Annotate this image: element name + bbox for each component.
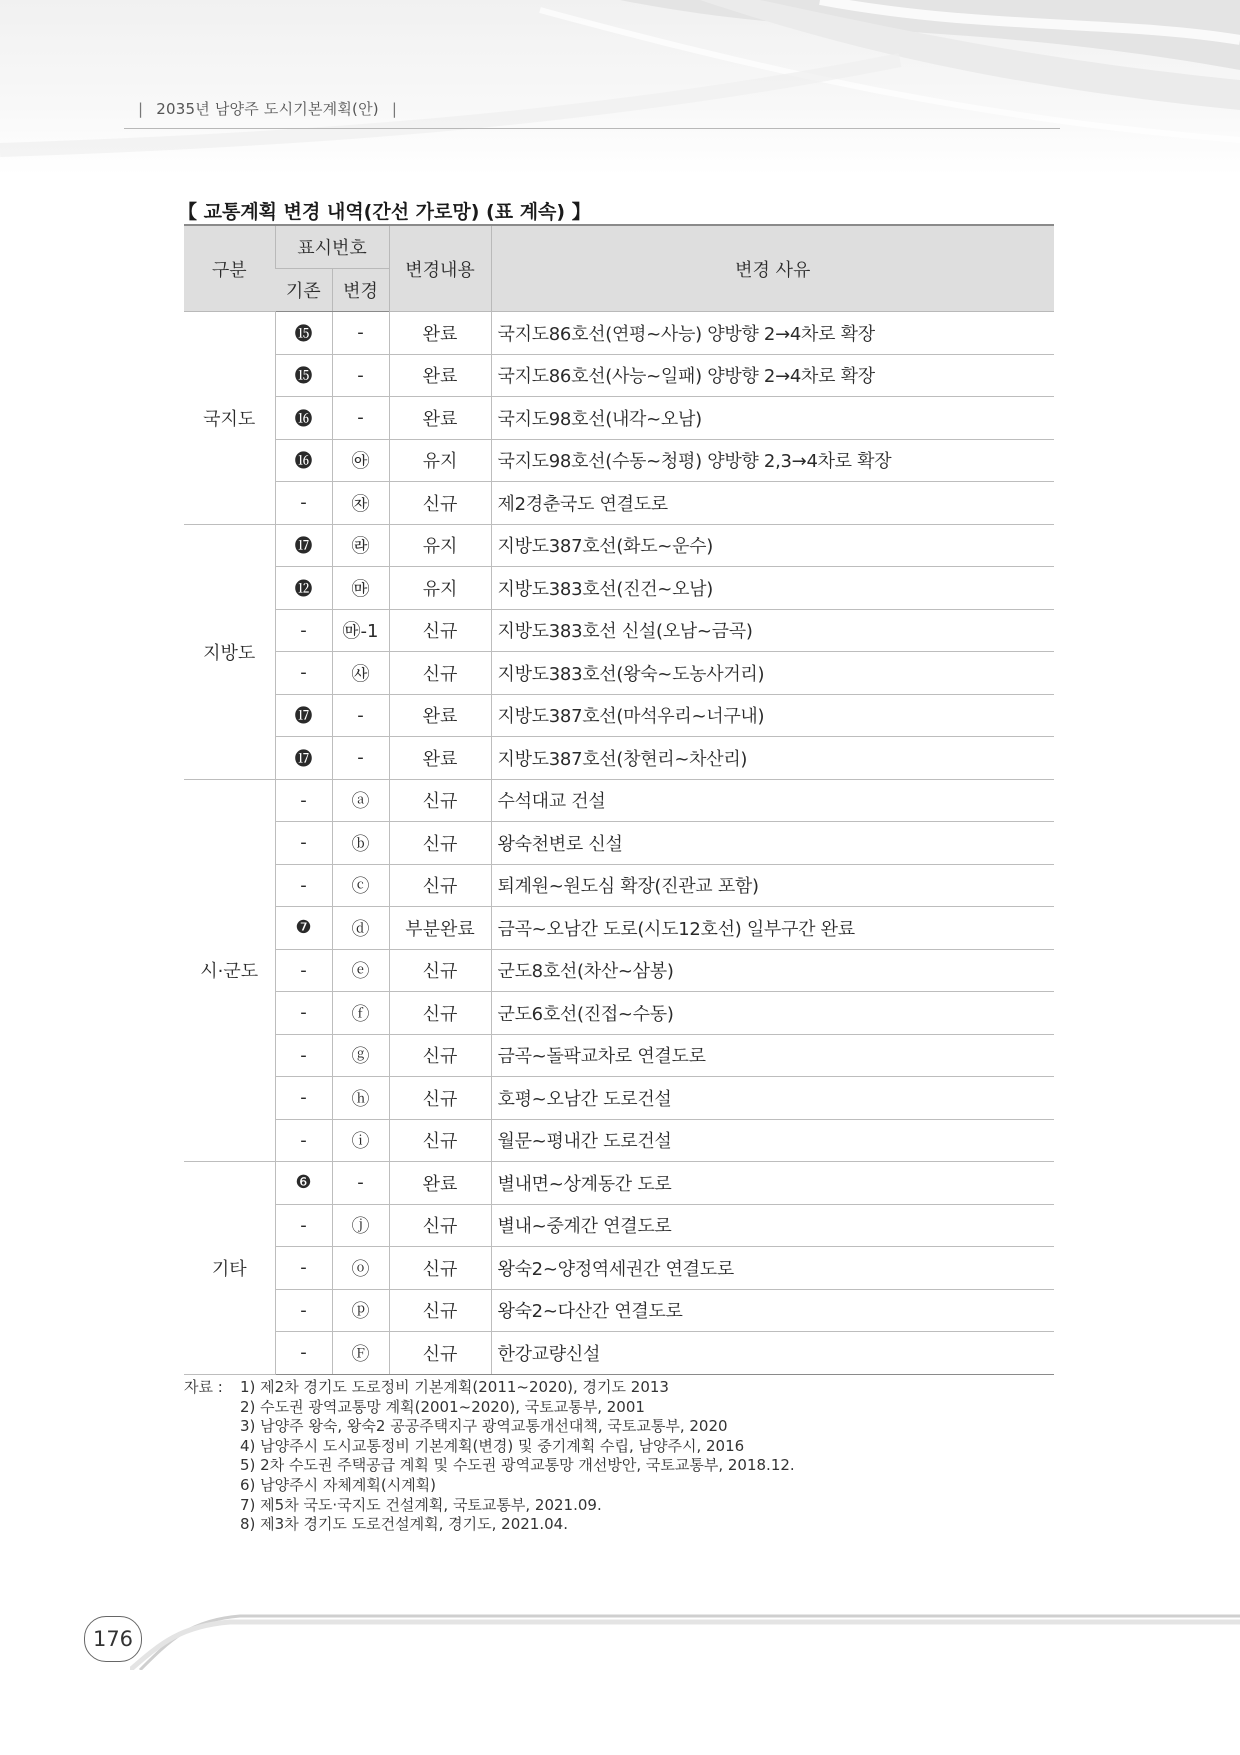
marker-new-cell: -: [332, 694, 389, 737]
marker-new-cell: ⓐ: [332, 779, 389, 822]
marker-new-cell: ⓑ: [332, 822, 389, 865]
reason-cell: 왕숙2~양정역세권간 연결도로: [491, 1247, 1054, 1290]
marker-new-cell: ⓟ: [332, 1289, 389, 1332]
reason-cell: 지방도387호선(창현리~차산리): [491, 737, 1054, 780]
marker-old-cell: ⓱: [275, 694, 332, 737]
col-header-reason: 변경 사유: [491, 225, 1054, 312]
table-row: [184, 652, 1054, 695]
reason-cell: 국지도86호선(연평~사능) 양방향 2→4차로 확장: [491, 312, 1054, 355]
table-row: [184, 1332, 1054, 1375]
marker-old-cell: ⓱: [275, 524, 332, 567]
change-cell: 신규: [389, 1289, 491, 1332]
reason-cell: 호평~오남간 도로건설: [491, 1077, 1054, 1120]
marker-new-cell: ⓒ: [332, 864, 389, 907]
marker-old-cell: -: [275, 1247, 332, 1290]
table-body: [184, 312, 1054, 1375]
change-cell: 완료: [389, 737, 491, 780]
marker-new-cell: ⓕ: [332, 992, 389, 1035]
change-cell: 부분완료: [389, 907, 491, 950]
marker-new-cell: ⓖ: [332, 1034, 389, 1077]
group-label: 기타: [184, 1162, 275, 1375]
change-cell: 신규: [389, 652, 491, 695]
reason-cell: 별내면~상계동간 도로: [491, 1162, 1054, 1205]
footer-curve-decoration: [130, 1610, 1240, 1670]
source-item: [184, 1417, 795, 1437]
table-title: 【 교통계획 변경 내역(간선 가로망) (표 계속) 】: [178, 201, 591, 223]
change-cell: 신규: [389, 482, 491, 525]
table-row: [184, 312, 1054, 355]
source-item: [184, 1456, 795, 1476]
table-row: [184, 737, 1054, 780]
reason-cell: 지방도383호선(왕숙~도농사거리): [491, 652, 1054, 695]
marker-old-cell: -: [275, 822, 332, 865]
source-item: [184, 1378, 795, 1398]
source-item: [184, 1515, 795, 1535]
marker-new-cell: -: [332, 397, 389, 440]
marker-old-cell: -: [275, 1119, 332, 1162]
reason-cell: 수석대교 건설: [491, 779, 1054, 822]
marker-old-cell: -: [275, 1332, 332, 1375]
marker-old-cell: ❻: [275, 1162, 332, 1205]
change-cell: 완료: [389, 354, 491, 397]
reason-cell: 국지도86호선(사능~일패) 양방향 2→4차로 확장: [491, 354, 1054, 397]
reason-cell: 지방도383호선 신설(오남~금곡): [491, 609, 1054, 652]
marker-old-cell: -: [275, 1289, 332, 1332]
reason-cell: 국지도98호선(수동~청평) 양방향 2,3→4차로 확장: [491, 439, 1054, 482]
marker-new-cell: -: [332, 312, 389, 355]
col-header-marker: 표시번호: [275, 225, 389, 269]
table-row: [184, 779, 1054, 822]
header-bar-right: |: [391, 100, 398, 118]
change-cell: 신규: [389, 1119, 491, 1162]
marker-old-cell: -: [275, 1204, 332, 1247]
reason-cell: 별내~중계간 연결도로: [491, 1204, 1054, 1247]
change-cell: 신규: [389, 1332, 491, 1375]
change-cell: 유지: [389, 524, 491, 567]
change-cell: 완료: [389, 1162, 491, 1205]
marker-new-cell: -: [332, 737, 389, 780]
marker-new-cell: -: [332, 1162, 389, 1205]
change-cell: 완료: [389, 312, 491, 355]
change-cell: 신규: [389, 1204, 491, 1247]
running-title: 2035년 남양주 도시기본계획(안): [156, 100, 379, 118]
table-row: [184, 482, 1054, 525]
marker-new-cell: ⓗ: [332, 1077, 389, 1120]
change-cell: 유지: [389, 439, 491, 482]
source-text: 8) 제3차 경기도 도로건설계획, 경기도, 2021.04.: [240, 1515, 568, 1534]
group-label: 지방도: [184, 524, 275, 779]
change-cell: 신규: [389, 864, 491, 907]
table-row: [184, 439, 1054, 482]
marker-new-cell: ⓙ: [332, 1204, 389, 1247]
marker-new-cell: ㉵: [332, 439, 389, 482]
marker-old-cell: ⓰: [275, 397, 332, 440]
source-item: [184, 1437, 795, 1457]
marker-old-cell: ⓰: [275, 439, 332, 482]
marker-new-cell: ㉱: [332, 524, 389, 567]
source-text: 7) 제5차 국도·국지도 건설계획, 국토교통부, 2021.09.: [240, 1495, 602, 1514]
table-row: [184, 1119, 1054, 1162]
change-cell: 신규: [389, 779, 491, 822]
marker-old-cell: -: [275, 779, 332, 822]
marker-old-cell: -: [275, 1077, 332, 1120]
col-header-marker-new: 변경: [332, 269, 389, 312]
table-row: [184, 694, 1054, 737]
source-item: [184, 1496, 795, 1516]
source-item: [184, 1398, 795, 1418]
source-item: [184, 1476, 795, 1496]
group-label: 시·군도: [184, 779, 275, 1162]
table-row: [184, 1162, 1054, 1205]
source-text: 2) 수도권 광역교통망 계획(2001~2020), 국토교통부, 2001: [240, 1397, 645, 1416]
marker-new-cell: ⓞ: [332, 1247, 389, 1290]
source-text: 4) 남양주시 도시교통정비 기본계획(변경) 및 중기계획 수립, 남양주시, 2016: [240, 1436, 745, 1455]
table-row: [184, 354, 1054, 397]
source-text: 5) 2차 수도권 주택공급 계획 및 수도권 광역교통망 개선방안, 국토교통부, 2018.12.: [240, 1456, 795, 1475]
reason-cell: 지방도387호선(화도~운수): [491, 524, 1054, 567]
change-cell: 신규: [389, 822, 491, 865]
table-row: [184, 524, 1054, 567]
change-cell: 완료: [389, 694, 491, 737]
wave-decoration: [0, 0, 1240, 175]
marker-new-cell: ⓓ: [332, 907, 389, 950]
change-cell: 신규: [389, 949, 491, 992]
table-row: [184, 397, 1054, 440]
reason-cell: 왕숙천변로 신설: [491, 822, 1054, 865]
change-cell: 유지: [389, 567, 491, 610]
table-row: [184, 949, 1054, 992]
table-row: [184, 864, 1054, 907]
source-label: 자료 :: [184, 1378, 223, 1396]
sources-list: [184, 1378, 795, 1535]
marker-old-cell: -: [275, 864, 332, 907]
change-cell: 신규: [389, 1247, 491, 1290]
table-row: [184, 609, 1054, 652]
reason-cell: 월문~평내간 도로건설: [491, 1119, 1054, 1162]
change-cell: 완료: [389, 397, 491, 440]
reason-cell: 군도6호선(진접~수동): [491, 992, 1054, 1035]
table-row: [184, 1247, 1054, 1290]
marker-new-cell: Ⓕ: [332, 1332, 389, 1375]
marker-new-cell: ㉴: [332, 652, 389, 695]
marker-old-cell: ⓱: [275, 737, 332, 780]
header-rule: [124, 128, 1060, 129]
change-cell: 신규: [389, 992, 491, 1035]
header-bar-left: |: [138, 100, 144, 118]
table-row: [184, 992, 1054, 1035]
page-number: 176: [84, 1616, 142, 1662]
route-change-table: [184, 224, 1054, 1375]
table-row: [184, 1034, 1054, 1077]
marker-new-cell: ㉶: [332, 482, 389, 525]
table-row: [184, 1289, 1054, 1332]
source-text: 1) 제2차 경기도 도로정비 기본계획(2011~2020), 경기도 2013: [240, 1378, 669, 1396]
reason-cell: 금곡~돌팍교차로 연결도로: [491, 1034, 1054, 1077]
reason-cell: 퇴계원~원도심 확장(진관교 포함): [491, 864, 1054, 907]
running-header: [130, 98, 405, 119]
marker-old-cell: -: [275, 1034, 332, 1077]
decorative-header-band: [0, 0, 1240, 175]
source-text: 3) 남양주 왕숙, 왕숙2 공공주택지구 광역교통개선대책, 국토교통부, 2020: [240, 1417, 728, 1436]
marker-new-cell: ㉲: [332, 567, 389, 610]
change-cell: 신규: [389, 1034, 491, 1077]
marker-new-cell: ⓘ: [332, 1119, 389, 1162]
sources-block: [184, 1378, 795, 1535]
marker-old-cell: ⓬: [275, 567, 332, 610]
marker-old-cell: -: [275, 652, 332, 695]
table-row: [184, 822, 1054, 865]
marker-old-cell: ⓯: [275, 354, 332, 397]
marker-old-cell: -: [275, 949, 332, 992]
change-cell: 신규: [389, 1077, 491, 1120]
reason-cell: 지방도383호선(진건~오남): [491, 567, 1054, 610]
reason-cell: 지방도387호선(마석우리~너구내): [491, 694, 1054, 737]
reason-cell: 금곡~오남간 도로(시도12호선) 일부구간 완료: [491, 907, 1054, 950]
change-cell: 신규: [389, 609, 491, 652]
reason-cell: 왕숙2~다산간 연결도로: [491, 1289, 1054, 1332]
marker-old-cell: -: [275, 482, 332, 525]
col-header-group: 구분: [184, 225, 275, 312]
reason-cell: 한강교량신설: [491, 1332, 1054, 1375]
marker-new-cell: -: [332, 354, 389, 397]
table-row: [184, 907, 1054, 950]
table-row: [184, 567, 1054, 610]
table-row: [184, 1077, 1054, 1120]
reason-cell: 국지도98호선(내각~오남): [491, 397, 1054, 440]
col-header-marker-old: 기존: [275, 269, 332, 312]
group-label: 국지도: [184, 312, 275, 525]
source-text: 6) 남양주시 자체계획(시계획): [240, 1475, 437, 1494]
marker-new-cell: ㉲-1: [332, 609, 389, 652]
reason-cell: 군도8호선(차산~삼봉): [491, 949, 1054, 992]
marker-new-cell: ⓔ: [332, 949, 389, 992]
table-row: [184, 1204, 1054, 1247]
marker-old-cell: ⓯: [275, 312, 332, 355]
col-header-change: 변경내용: [389, 225, 491, 312]
reason-cell: 제2경춘국도 연결도로: [491, 482, 1054, 525]
marker-old-cell: -: [275, 992, 332, 1035]
marker-old-cell: ❼: [275, 907, 332, 950]
marker-old-cell: -: [275, 609, 332, 652]
